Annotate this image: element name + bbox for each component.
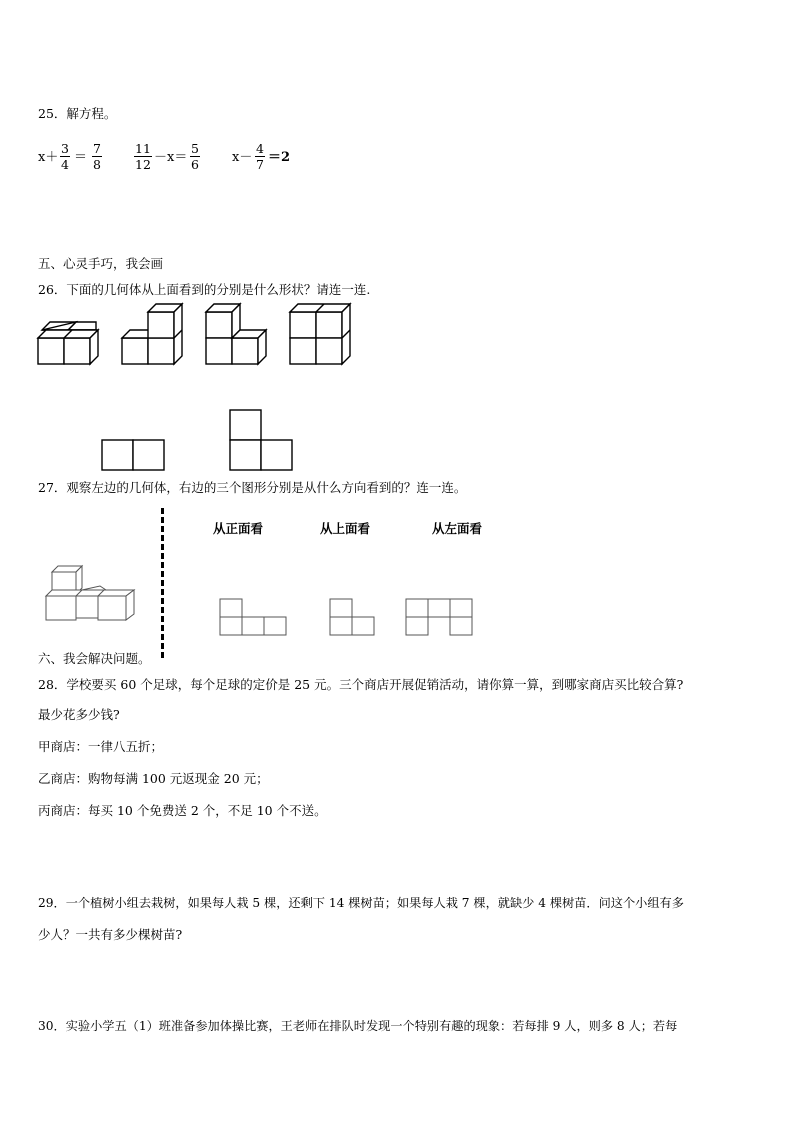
q26-title: 26．下面的几何体从上面看到的分别是什么形状？请连一连. bbox=[38, 282, 371, 297]
q26-shape-l-form bbox=[229, 409, 293, 471]
eq3-fraction: 4 7 bbox=[256, 141, 264, 172]
q26-solid-1 bbox=[38, 320, 100, 366]
q29-line-1: 29．一个植树小组去栽树，如果每人栽 5 棵，还剩下 14 棵树苗；如果每人栽 7 棵，就缺少 4 棵树苗．问这个小组有多 bbox=[38, 896, 684, 910]
eq2-minus-x: －x＝ bbox=[154, 150, 188, 165]
q27-view-shape-3 bbox=[405, 598, 475, 638]
q27-dashed-divider bbox=[161, 508, 164, 658]
q28-line-2: 最少花多少钱? bbox=[38, 707, 120, 722]
eq2-fraction-left: 11 12 bbox=[135, 141, 151, 172]
q27-title: 27．观察左边的几何体，右边的三个图形分别是从什么方向看到的？连一连。 bbox=[38, 480, 467, 495]
q29-line-2: 少人？一共有多少棵树苗? bbox=[38, 927, 183, 942]
eq1-fraction-left: 3 4 bbox=[61, 141, 69, 172]
eq3-rhs: ＝2 bbox=[268, 150, 291, 165]
q28-line-1: 28．学校要买 60 个足球，每个足球的定价是 25 元。三个商店开展促销活动，请你算一算，到哪家商店买比较合算? bbox=[38, 677, 684, 692]
q27-label-top: 从上面看 bbox=[320, 521, 371, 536]
q27-label-left: 从左面看 bbox=[432, 521, 483, 536]
q26-solid-2 bbox=[122, 306, 184, 366]
q27-view-shape-2 bbox=[329, 598, 377, 638]
eq1-equals: ＝ bbox=[74, 150, 88, 165]
q30-line-1: 30．实验小学五（1）班准备参加体操比赛，王老师在排队时发现一个特别有趣的现象：若每排 9 人，则多 8 人；若每 bbox=[38, 1019, 678, 1033]
eq1-var: x＋ bbox=[38, 150, 59, 165]
q27-solid bbox=[44, 566, 140, 622]
eq1-fraction-right: 7 8 bbox=[93, 141, 101, 172]
q28-shop-3: 丙商店：每买 10 个免费送 2 个，不足 10 个不送。 bbox=[38, 803, 327, 818]
section-6-heading: 六、我会解决问题。 bbox=[38, 651, 151, 666]
q27-label-front: 从正面看 bbox=[213, 521, 264, 536]
section-5-heading: 五、心灵手巧，我会画 bbox=[38, 256, 164, 271]
eq3-var: x－ bbox=[232, 150, 253, 165]
q28-shop-2: 乙商店：购物每满 100 元返现金 20 元； bbox=[38, 771, 269, 786]
eq2-fraction-right: 5 6 bbox=[191, 141, 199, 172]
q26-shape-two-squares bbox=[101, 439, 165, 471]
q26-solid-4 bbox=[290, 306, 352, 366]
q25-title: 25．解方程。 bbox=[38, 106, 117, 121]
q27-view-shape-1 bbox=[219, 598, 289, 638]
q26-solid-3 bbox=[206, 306, 268, 366]
q28-shop-1: 甲商店：一律八五折； bbox=[38, 739, 164, 754]
